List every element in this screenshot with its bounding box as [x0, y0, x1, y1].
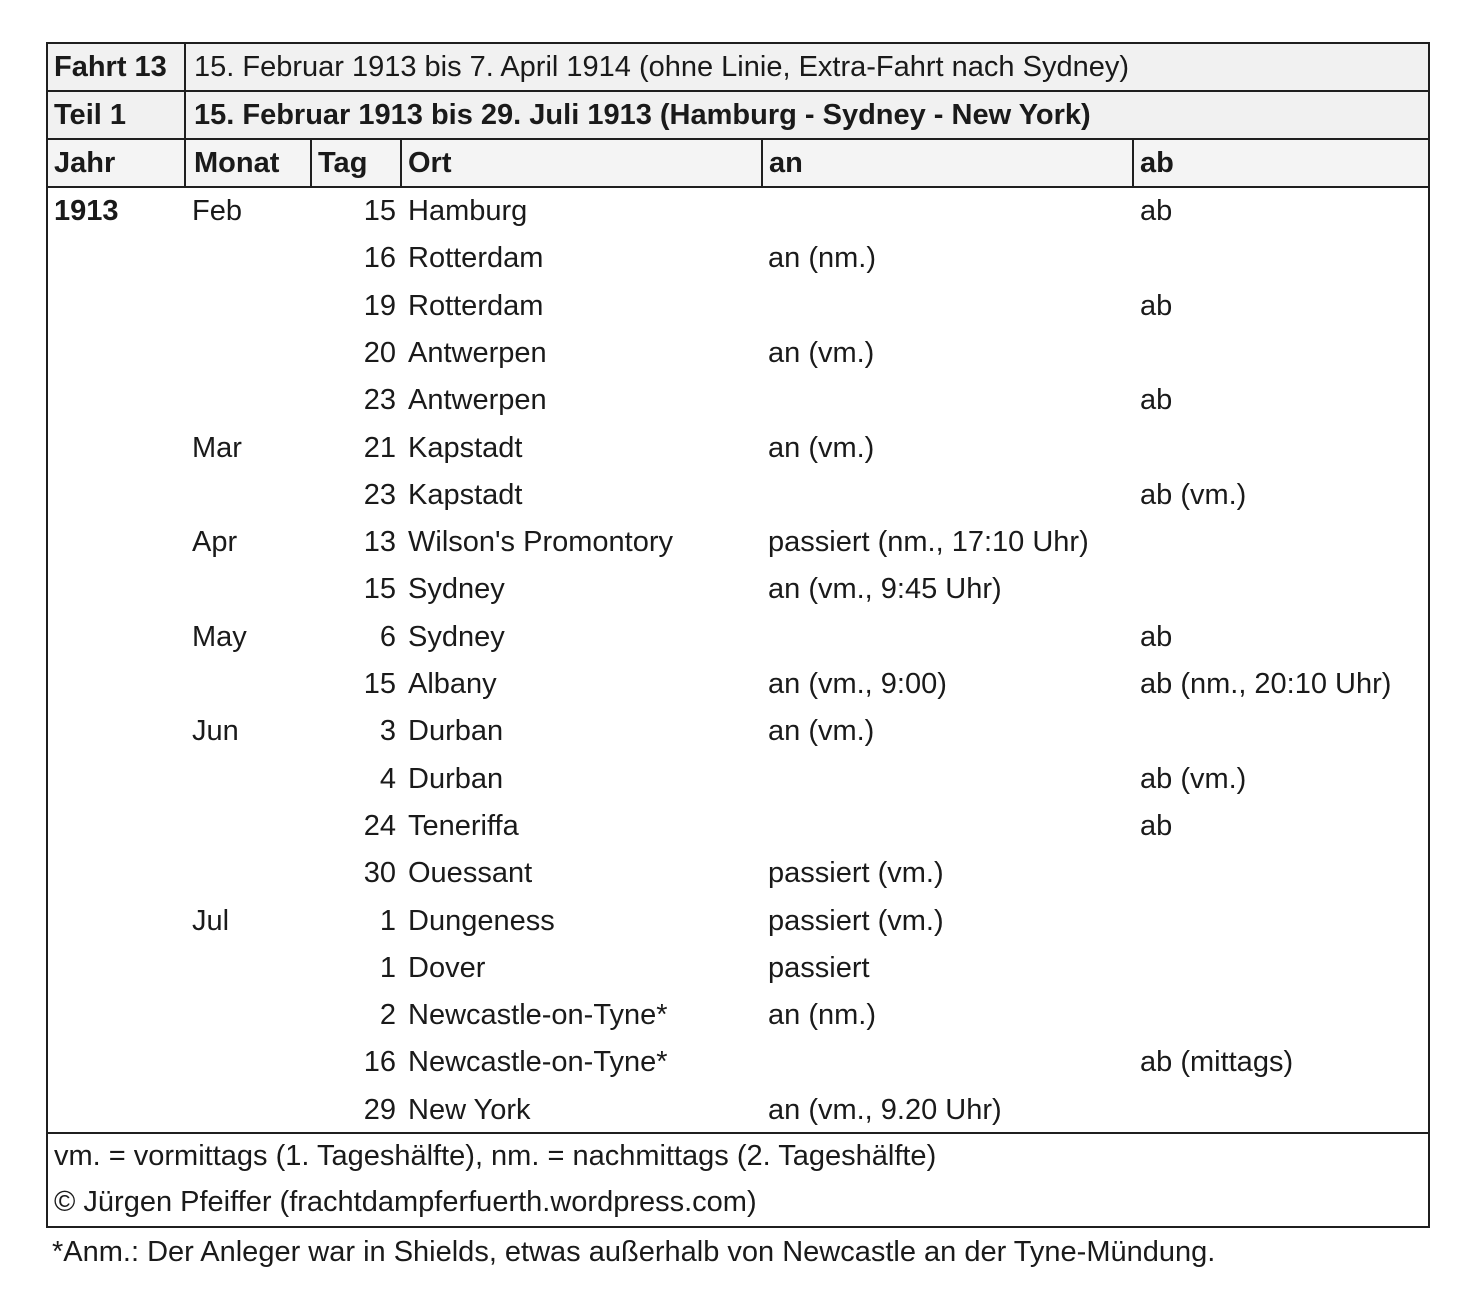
cell-ort: Antwerpen: [408, 336, 547, 369]
cell-an: an (nm.): [768, 999, 876, 1032]
column-header-tag: Tag: [318, 147, 368, 179]
column-header-monat: Monat: [194, 147, 280, 179]
cell-tag: 1: [379, 904, 396, 937]
cell-monat: Feb: [192, 195, 242, 227]
cell-ab: ab: [1140, 384, 1173, 417]
table-row: [48, 519, 1428, 566]
table-row: [48, 661, 1428, 708]
divider: [1132, 140, 1134, 188]
table-row: [48, 1087, 1428, 1134]
table-row: [48, 756, 1428, 803]
cell-tag: 23: [363, 384, 396, 417]
cell-tag: 6: [379, 620, 396, 653]
table-row: [48, 425, 1428, 472]
table-row: [48, 377, 1428, 424]
cell-ort: Dungeness: [408, 904, 555, 937]
cell-ort: New York: [408, 1093, 531, 1126]
cell-an: passiert (nm., 17:10 Uhr): [768, 526, 1089, 559]
cell-an: passiert (vm.): [768, 904, 944, 937]
copyright-text: © Jürgen Pfeiffer (frachtdampferfuerth.wordpress.com): [54, 1186, 757, 1218]
table-row: [48, 283, 1428, 330]
cell-ort: Teneriffa: [408, 809, 519, 842]
cell-tag: 21: [363, 431, 396, 464]
cell-an: an (vm., 9:45 Uhr): [768, 573, 1002, 606]
cell-ort: Rotterdam: [408, 242, 544, 275]
cell-tag: 15: [363, 668, 396, 700]
table-row: [48, 708, 1428, 755]
cell-monat: Mar: [192, 431, 242, 464]
cell-ort: Rotterdam: [408, 289, 544, 322]
column-header-row: [48, 140, 1428, 188]
table-row: [48, 614, 1428, 661]
cell-tag: 16: [363, 242, 396, 275]
cell-ort: Wilson's Promontory: [408, 526, 673, 559]
schedule-table: [46, 42, 1430, 1228]
cell-ort: Sydney: [408, 620, 505, 653]
cell-an: an (vm.): [768, 715, 875, 748]
table-row: [48, 330, 1428, 377]
footnote: *Anm.: Der Anleger war in Shields, etwas außerhalb von Newcastle an der Tyne-Mündung.: [52, 1236, 1216, 1268]
cell-ab: ab: [1140, 620, 1173, 653]
divider: [761, 140, 763, 188]
cell-tag: 19: [363, 289, 396, 322]
column-header-ab: ab: [1140, 147, 1174, 179]
fahrt-row: [48, 44, 1428, 92]
cell-tag: 1: [379, 951, 396, 984]
cell-an: an (vm.): [768, 431, 875, 464]
cell-tag: 30: [363, 857, 396, 890]
cell-jahr: 1913: [54, 195, 119, 227]
cell-monat: Jul: [192, 904, 230, 937]
column-header-an: an: [769, 147, 803, 179]
table-row: [48, 850, 1428, 897]
cell-an: an (vm.): [768, 336, 875, 369]
table-row: [48, 472, 1428, 519]
cell-tag: 15: [363, 573, 396, 606]
cell-an: passiert (vm.): [768, 857, 944, 890]
cell-ort: Durban: [408, 715, 504, 748]
cell-an: passiert: [768, 951, 870, 984]
cell-tag: 24: [363, 809, 396, 842]
table-row: [48, 992, 1428, 1039]
table-row: [48, 235, 1428, 282]
cell-tag: 23: [363, 478, 396, 511]
cell-ort: Ouessant: [408, 857, 533, 890]
cell-ab: ab: [1140, 195, 1173, 227]
cell-ab: ab (nm., 20:10 Uhr): [1140, 668, 1392, 700]
cell-ort: Hamburg: [408, 195, 528, 227]
cell-an: an (vm., 9:00): [768, 668, 947, 700]
cell-tag: 4: [379, 762, 396, 795]
cell-ort: Dover: [408, 951, 486, 984]
cell-tag: 20: [363, 336, 396, 369]
cell-ort: Antwerpen: [408, 384, 547, 417]
fahrt-text: 15. Februar 1913 bis 7. April 1914 (ohne Linie, Extra-Fahrt nach Sydney): [194, 51, 1129, 83]
cell-tag: 16: [363, 1046, 396, 1079]
legend-text: vm. = vormittags (1. Tageshälfte), nm. = nachmittags (2. Tageshälfte): [54, 1140, 937, 1172]
column-header-ort: Ort: [408, 147, 452, 179]
cell-tag: 15: [363, 195, 396, 227]
cell-ort: Newcastle-on-Tyne*: [408, 1046, 668, 1079]
table-row: [48, 898, 1428, 945]
fahrt-label: Fahrt 13: [54, 51, 167, 83]
table-row: [48, 1039, 1428, 1086]
cell-ort: Kapstadt: [408, 431, 523, 464]
table-row: [48, 566, 1428, 613]
cell-ab: ab (vm.): [1140, 762, 1247, 795]
cell-tag: 13: [363, 526, 396, 559]
table-row: [48, 803, 1428, 850]
cell-ab: ab (vm.): [1140, 478, 1247, 511]
table-row: [48, 945, 1428, 992]
cell-ort: Sydney: [408, 573, 505, 606]
cell-tag: 2: [379, 999, 396, 1032]
cell-an: an (vm., 9.20 Uhr): [768, 1093, 1002, 1126]
cell-tag: 29: [363, 1093, 396, 1126]
cell-ort: Albany: [408, 668, 497, 700]
cell-ab: ab (mittags): [1140, 1046, 1294, 1079]
cell-monat: Jun: [192, 715, 239, 748]
column-header-jahr: Jahr: [54, 147, 116, 179]
cell-ort: Kapstadt: [408, 478, 523, 511]
table-row: [48, 188, 1428, 235]
cell-monat: May: [192, 620, 247, 653]
cell-an: an (nm.): [768, 242, 876, 275]
cell-monat: Apr: [192, 526, 238, 559]
cell-ab: ab: [1140, 289, 1173, 322]
divider: [400, 140, 402, 188]
divider: [184, 44, 186, 188]
teil-text: 15. Februar 1913 bis 29. Juli 1913 (Hamburg - Sydney - New York): [194, 99, 1091, 131]
teil-row: [48, 92, 1428, 140]
teil-label: Teil 1: [54, 99, 126, 131]
cell-ort: Newcastle-on-Tyne*: [408, 999, 668, 1032]
cell-tag: 3: [379, 715, 396, 748]
divider: [310, 140, 312, 188]
cell-ab: ab: [1140, 809, 1173, 842]
cell-ort: Durban: [408, 762, 504, 795]
